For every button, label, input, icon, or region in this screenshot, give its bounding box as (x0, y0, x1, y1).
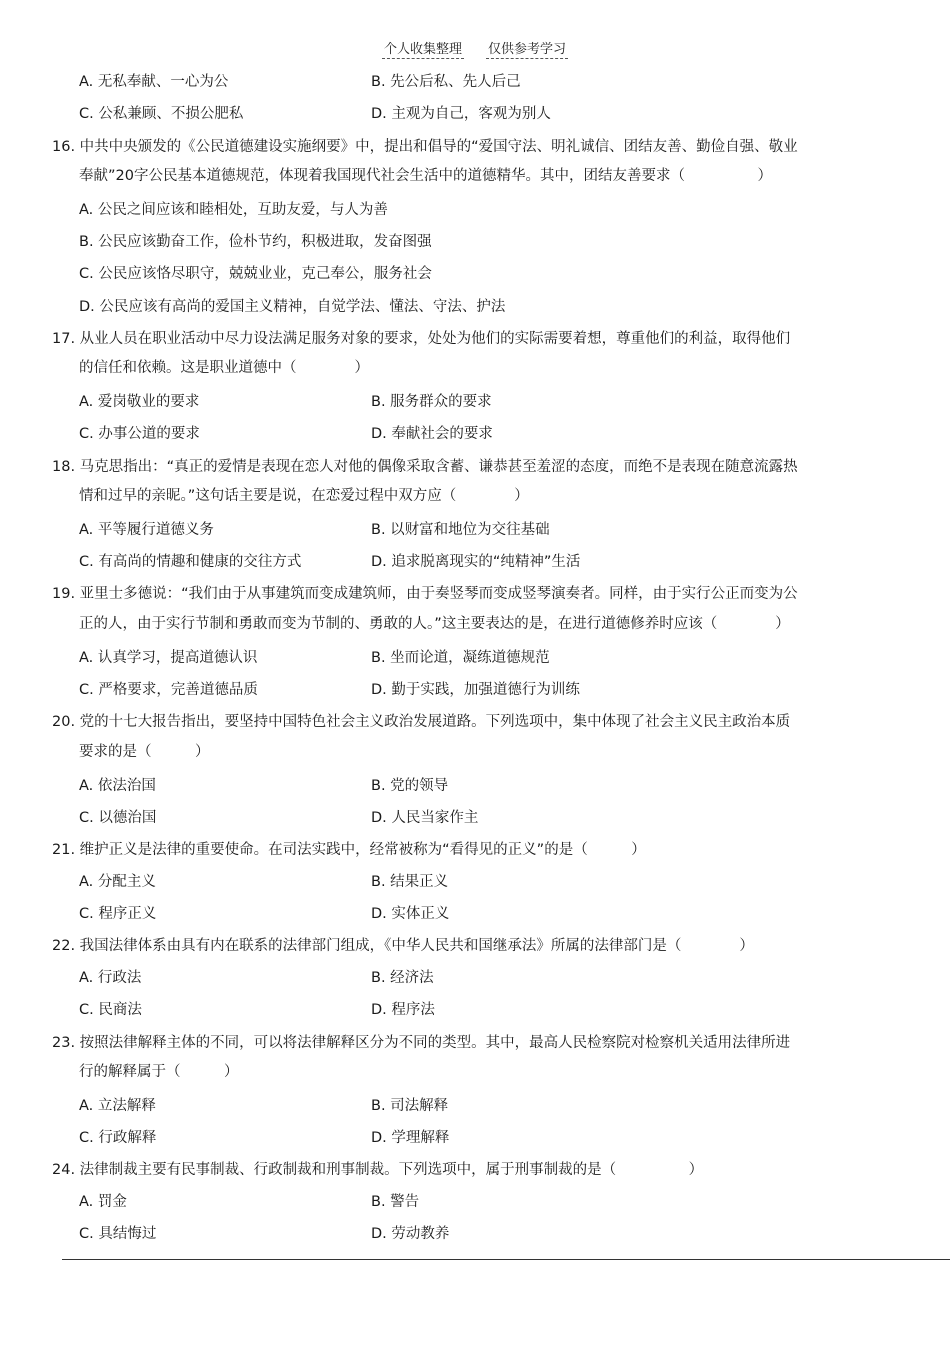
header-right-text: 仅供参考学习 (486, 38, 568, 59)
q18-stem-line1: 18. 马克思指出：“真正的爱情是表现在恋人对他的偶像采取含蓄、谦恭甚至羞涩的态度，而绝不是表现在随意流露热 (52, 459, 798, 475)
q17-stem-line1: 17. 从业人员在职业活动中尽力设法满足服务对象的要求，处处为他们的实际需要着想，尊重他们的利益，取得他们 (52, 331, 791, 347)
q19-option-d: D. 勤于实践，加强道德行为训练 (371, 682, 580, 698)
q24-option-b: B. 警告 (371, 1194, 420, 1210)
q17-option-c: C. 办事公道的要求 (79, 426, 200, 442)
q16-option-d: D. 公民应该有高尚的爱国主义精神，自觉学法、懂法、守法、护法 (79, 299, 506, 315)
q20-option-a: A. 依法治国 (79, 778, 156, 794)
q24-option-a: A. 罚金 (79, 1194, 127, 1210)
q20-option-d: D. 人民当家作主 (371, 810, 479, 826)
q17-option-d: D. 奉献社会的要求 (371, 426, 493, 442)
q19-option-a: A. 认真学习，提高道德认识 (79, 650, 258, 666)
q16-stem-line1: 16. 中共中央颁发的《公民道德建设实施纲要》中，提出和倡导的“爱国守法、明礼诚信、团结友善、勤俭自强、敬业 (52, 139, 798, 155)
q20-option-b: B. 党的领导 (371, 778, 449, 794)
q19-stem-line2: 正的人，由于实行节制和勇敢而变为节制的、勇敢的人。”这主要表达的是，在进行道德修养时应该（ ） (79, 616, 790, 632)
prev-option-a: A. 无私奉献、一心为公 (79, 74, 229, 90)
q21-option-c: C. 程序正义 (79, 906, 157, 922)
q19-stem-line1: 19. 亚里士多德说：“我们由于从事建筑而变成建筑师，由于奏竖琴而变成竖琴演奏者。同样，由于实行公正而变为公 (52, 586, 798, 602)
q18-option-d: D. 追求脱离现实的“纯精神”生活 (371, 554, 581, 570)
q21-stem-line1: 21. 维护正义是法律的重要使命。在司法实践中，经常被称为“看得见的正义”的是（ ） (52, 842, 646, 858)
q21-option-d: D. 实体正义 (371, 906, 450, 922)
prev-option-d: D. 主观为自己，客观为别人 (371, 106, 551, 122)
prev-option-b: B. 先公后私、先人后己 (371, 74, 521, 90)
q22-stem-line1: 22. 我国法律体系由具有内在联系的法律部门组成，《中华人民共和国继承法》所属的法律部门是（ ） (52, 938, 754, 954)
q20-option-c: C. 以德治国 (79, 810, 157, 826)
q18-option-a: A. 平等履行道德义务 (79, 522, 214, 538)
q22-option-d: D. 程序法 (371, 1002, 435, 1018)
q22-option-a: A. 行政法 (79, 970, 142, 986)
q23-option-a: A. 立法解释 (79, 1098, 156, 1114)
q18-option-c: C. 有高尚的情趣和健康的交往方式 (79, 554, 302, 570)
q21-option-b: B. 结果正义 (371, 874, 449, 890)
q23-option-b: B. 司法解释 (371, 1098, 449, 1114)
q18-stem-line2: 情和过早的亲昵。”这句话主要是说，在恋爱过程中双方应（ ） (79, 488, 529, 504)
q20-stem-line2: 要求的是（ ） (79, 744, 210, 760)
q23-stem-line2: 行的解释属于（ ） (79, 1064, 239, 1080)
q22-option-b: B. 经济法 (371, 970, 434, 986)
q17-option-a: A. 爱岗敬业的要求 (79, 394, 200, 410)
q23-stem-line1: 23. 按照法律解释主体的不同，可以将法律解释区分为不同的类型。其中，最高人民检察院对检察机关适用法律所进 (52, 1035, 791, 1051)
q16-stem-line2: 奉献”20字公民基本道德规范，体现着我国现代社会生活中的道德精华。其中，团结友善要求（ ） (79, 168, 772, 184)
q19-option-b: B. 坐而论道，凝练道德规范 (371, 650, 550, 666)
q24-option-d: D. 劳动教养 (371, 1226, 450, 1242)
q19-option-c: C. 严格要求，完善道德品质 (79, 682, 258, 698)
q22-option-c: C. 民商法 (79, 1002, 142, 1018)
q20-stem-line1: 20. 党的十七大报告指出，要坚持中国特色社会主义政治发展道路。下列选项中，集中体现了社会主义民主政治本质 (52, 714, 791, 730)
q16-option-b: B. 公民应该勤奋工作，俭朴节约，积极进取，发奋图强 (79, 234, 432, 250)
q24-stem-line1: 24. 法律制裁主要有民事制裁、行政制裁和刑事制裁。下列选项中，属于刑事制裁的是（ ） (52, 1162, 704, 1178)
q16-option-a: A. 公民之间应该和睦相处，互助友爱，与人为善 (79, 202, 388, 218)
footer-divider (62, 1259, 950, 1260)
q17-stem-line2: 的信任和依赖。这是职业道德中（ ） (79, 360, 369, 376)
q17-option-b: B. 服务群众的要求 (371, 394, 492, 410)
q24-option-c: C. 具结悔过 (79, 1226, 157, 1242)
page-header (0, 38, 950, 59)
q23-option-c: C. 行政解释 (79, 1130, 157, 1146)
q18-option-b: B. 以财富和地位为交往基础 (371, 522, 550, 538)
prev-option-c: C. 公私兼顾、不损公肥私 (79, 106, 244, 122)
q23-option-d: D. 学理解释 (371, 1130, 450, 1146)
q16-option-c: C. 公民应该恪尽职守，兢兢业业，克己奉公，服务社会 (79, 266, 432, 282)
q21-option-a: A. 分配主义 (79, 874, 156, 890)
header-left-text: 个人收集整理 (382, 38, 464, 59)
